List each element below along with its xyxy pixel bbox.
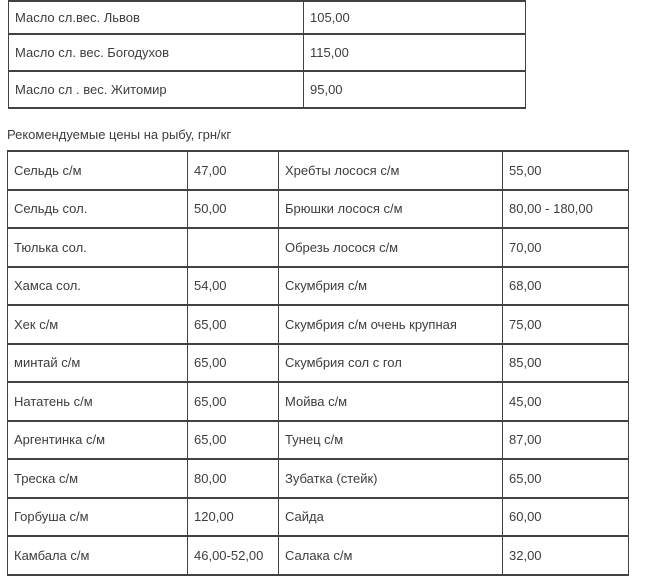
table-row xyxy=(9,1,526,34)
butter-price-table xyxy=(8,0,526,109)
product-name-cell-left: Хек с/м xyxy=(8,305,188,344)
price-cell-right: 75,00 xyxy=(503,305,629,344)
product-name-cell-right: Мойва с/м xyxy=(279,382,503,421)
product-name-cell-right: Скумбрия с/м очень крупная xyxy=(279,305,503,344)
table-row xyxy=(8,382,629,421)
price-cell-left: 65,00 xyxy=(188,344,279,383)
table-row xyxy=(8,344,629,383)
product-name-cell-left: Аргентинка с/м xyxy=(8,421,188,460)
price-cell-right: 65,00 xyxy=(503,459,629,498)
price-cell-right: 32,00 xyxy=(503,536,629,575)
table-row xyxy=(8,151,629,190)
product-name-cell: Масло сл . вес. Житомир xyxy=(9,71,304,108)
price-cell-right: 70,00 xyxy=(503,228,629,267)
product-name-cell-right: Тунец с/м xyxy=(279,421,503,460)
price-cell: 105,00 xyxy=(304,1,526,34)
product-name-cell-right: Скумбрия с/м xyxy=(279,267,503,306)
product-name-cell-left: минтай с/м xyxy=(8,344,188,383)
product-name-cell-right: Сайда xyxy=(279,498,503,537)
price-cell-right: 87,00 xyxy=(503,421,629,460)
price-cell-right: 68,00 xyxy=(503,267,629,306)
table-row xyxy=(8,190,629,229)
price-cell-left xyxy=(188,228,279,267)
price-cell: 115,00 xyxy=(304,34,526,71)
price-cell-right: 60,00 xyxy=(503,498,629,537)
product-name-cell-right: Салака с/м xyxy=(279,536,503,575)
product-name-cell-left: Сельдь сол. xyxy=(8,190,188,229)
product-name-cell: Масло сл. вес. Богодухов xyxy=(9,34,304,71)
product-name-cell-right: Скумбрия сол с гол xyxy=(279,344,503,383)
product-name-cell-left: Камбала с/м xyxy=(8,536,188,575)
product-name-cell-left: Нататень с/м xyxy=(8,382,188,421)
table-row xyxy=(8,267,629,306)
price-cell-left: 65,00 xyxy=(188,305,279,344)
price-cell-right: 80,00 - 180,00 xyxy=(503,190,629,229)
price-cell-left: 120,00 xyxy=(188,498,279,537)
product-name-cell-right: Обрезь лосося с/м xyxy=(279,228,503,267)
price-cell-left: 46,00-52,00 xyxy=(188,536,279,575)
fish-price-table xyxy=(7,150,629,576)
product-name-cell-right: Зубатка (стейк) xyxy=(279,459,503,498)
product-name-cell-right: Хребты лосося с/м xyxy=(279,151,503,190)
price-cell-right: 45,00 xyxy=(503,382,629,421)
price-cell-left: 47,00 xyxy=(188,151,279,190)
product-name-cell-left: Тюлька сол. xyxy=(8,228,188,267)
product-name-cell-right: Брюшки лосося с/м xyxy=(279,190,503,229)
product-name-cell-left: Треска с/м xyxy=(8,459,188,498)
price-cell-left: 65,00 xyxy=(188,421,279,460)
price-cell-right: 85,00 xyxy=(503,344,629,383)
table-row xyxy=(8,536,629,575)
table-row xyxy=(8,459,629,498)
product-name-cell-left: Горбуша с/м xyxy=(8,498,188,537)
table-row xyxy=(8,228,629,267)
price-cell: 95,00 xyxy=(304,71,526,108)
price-cell-left: 65,00 xyxy=(188,382,279,421)
price-cell-left: 50,00 xyxy=(188,190,279,229)
price-cell-left: 54,00 xyxy=(188,267,279,306)
table-row xyxy=(9,71,526,108)
product-name-cell-left: Сельдь с/м xyxy=(8,151,188,190)
table-row xyxy=(9,34,526,71)
fish-prices-heading: Рекомендуемые цены на рыбу, грн/кг xyxy=(7,127,232,142)
product-name-cell: Масло сл.вес. Львов xyxy=(9,1,304,34)
price-cell-left: 80,00 xyxy=(188,459,279,498)
product-name-cell-left: Хамса сол. xyxy=(8,267,188,306)
table-row xyxy=(8,421,629,460)
table-row xyxy=(8,498,629,537)
price-cell-right: 55,00 xyxy=(503,151,629,190)
table-row xyxy=(8,305,629,344)
